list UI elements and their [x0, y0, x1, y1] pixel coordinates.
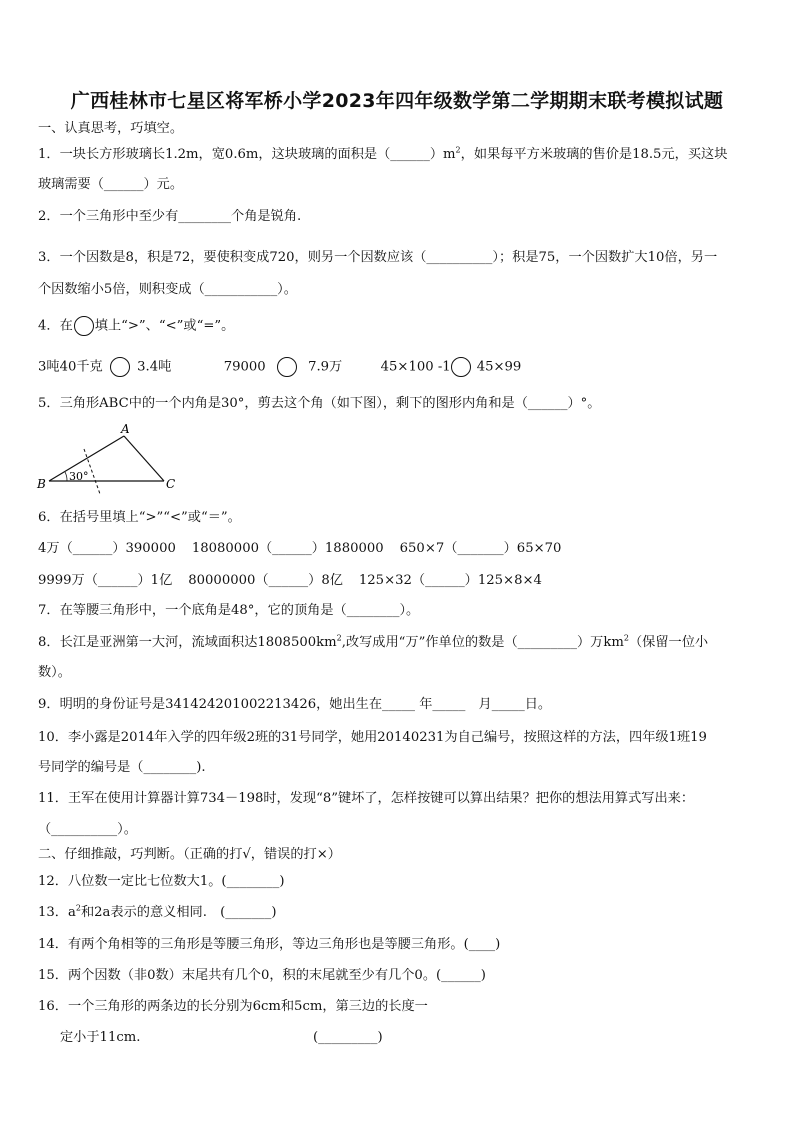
question-4: 4．在 填上“>”、“<”或“=”。	[38, 316, 234, 336]
question-11-line-1: 11．王军在使用计算器计算734－198时，发现“8”键坏了，怎样按键可以算出结果？把你的想法用算式写出来：	[38, 791, 695, 806]
question-8-line-1: 8．长江是亚洲第一大河，流域面积达$1808500km^2$,改写成用“万”作单位的数是（_________）万$km^2$（保留一位小	[38, 633, 709, 650]
section-heading-1: 一、认真思考，巧填空。	[38, 121, 184, 136]
question-2: 2．一个三角形中至少有________个角是锐角.	[38, 209, 302, 224]
question-16-line-2: 定小于11cm.	[60, 1030, 141, 1045]
question-1-line-2: 玻璃需要（______）元。	[38, 177, 184, 192]
question-8-line-2: 数）。	[38, 665, 71, 680]
question-3-line-2: 个因数缩小5倍，则积变成（___________）。	[38, 282, 297, 297]
vertex-label-c: C	[166, 477, 176, 491]
question-10-line-2: 号同学的编号是（________).	[38, 760, 206, 775]
angle-label: 30°	[69, 470, 89, 483]
question-1-line-1: 1．一块长方形玻璃长1.2m，宽0.6m，这块玻璃的面积是$(\_\_\_\_\_\_)m^2$，如果每平方米玻璃的售价是18.5元，买这块	[38, 145, 728, 162]
question-14: 14．有两个角相等的三角形是等腰三角形，等边三角形也是等腰三角形。(____)	[38, 937, 501, 952]
compare-circle[interactable]	[451, 357, 471, 377]
question-6: 6．在括号里填上“>”“<”或“＝”。	[38, 510, 241, 525]
compare-circle[interactable]	[277, 357, 297, 377]
question-10-line-1: 10．李小露是2014年入学的四年级2班的31号同学，她用20140231为自己编号，按照这样的方法，四年级1班19	[38, 730, 707, 745]
question-16-blank: (_________)	[313, 1030, 383, 1045]
question-5: 5．三角形ABC中的一个内角是30°，剪去这个角（如下图），剩下的图形内角和是（______）°。	[38, 396, 601, 411]
vertex-label-b: B	[37, 477, 46, 491]
triangle-figure	[34, 424, 184, 494]
page-title: 广西桂林市七星区将军桥小学2023年四年级数学第二学期期末联考模拟试题	[70, 90, 724, 112]
vertex-label-a: A	[121, 424, 130, 436]
section-heading-2: 二、仔细推敲，巧判断。（正确的打√，错误的打×）	[38, 847, 341, 862]
question-11-line-2: （__________）。	[38, 822, 137, 837]
question-4-items: 3吨40千克 3.4吨 79000 7.9万 45×100 -1 45×99	[38, 357, 521, 377]
compare-circle[interactable]	[74, 316, 94, 336]
question-15: 15．两个因数（非0数）末尾共有几个0，积的末尾就至少有几个0。(______)	[38, 968, 486, 983]
question-16-line-1: 16．一个三角形的两条边的长分别为6cm和5cm，第三边的长度一	[38, 999, 428, 1014]
question-6-row-2: 9999万（______）1亿 80000000（______）8亿 125×32（______）125×8×4	[38, 573, 542, 588]
question-9: 9．明明的身份证号是341424201002213426，她出生在_____ 年_____ 月_____日。	[38, 697, 552, 712]
question-12: 12．八位数一定比七位数大1。(________)	[38, 874, 285, 889]
compare-circle[interactable]	[110, 357, 130, 377]
question-6-row-1: 4万（______）390000 18080000（______）1880000 650×7（_______）65×70	[38, 541, 562, 556]
question-3-line-1: 3．一个因数是8，积是72，要使积变成720，则另一个因数应该（__________）；积是75，一个因数扩大10倍，另一	[38, 250, 718, 265]
question-7: 7．在等腰三角形中，一个底角是48°，它的顶角是（________）。	[38, 603, 420, 618]
question-13: 13．$a^2$和2a表示的意义相同. (_______)	[38, 903, 277, 920]
